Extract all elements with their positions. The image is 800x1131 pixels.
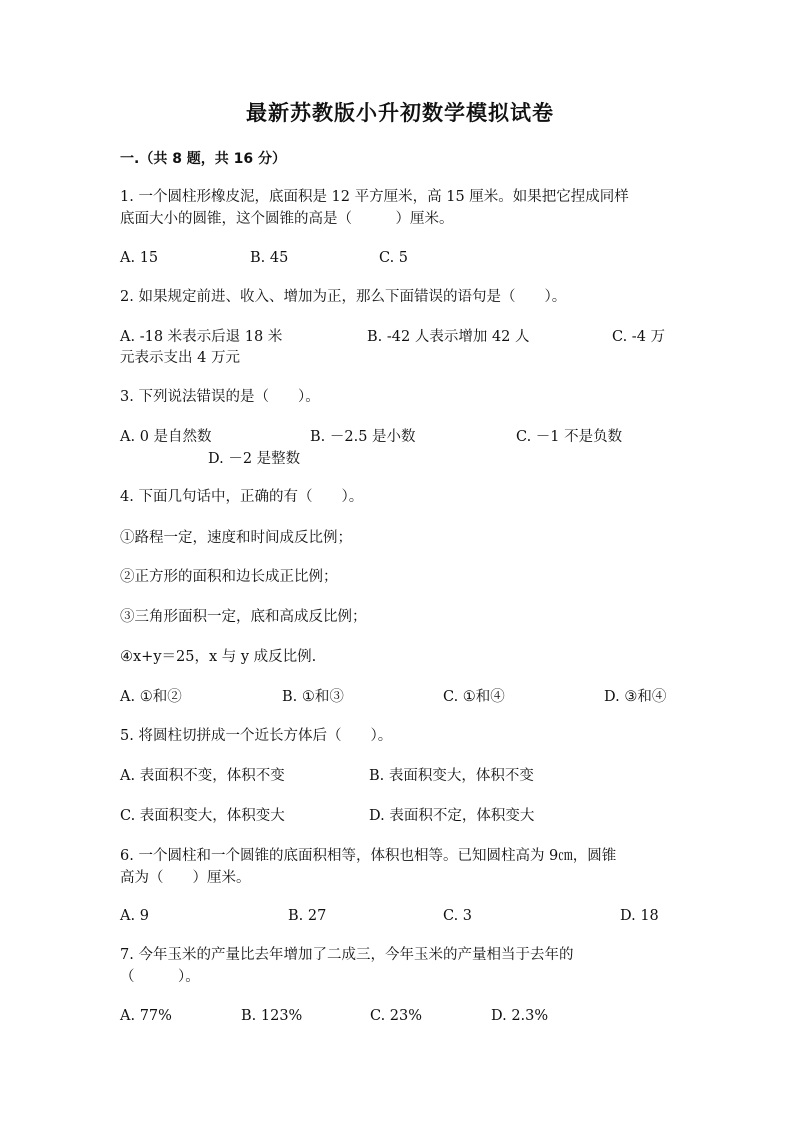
q4-statement-4: ④x+y＝25，x 与 y 成反比例. (120, 649, 317, 665)
section-heading: 一.（共 8 题，共 16 分） (120, 151, 287, 167)
q5-option-a: A. 表面积不变，体积不变 (120, 768, 285, 784)
q6-option-c: C. 3 (443, 908, 473, 924)
q6-option-d: D. 18 (620, 908, 659, 924)
q2-option-c: C. -4 万 (612, 329, 666, 345)
q3-option-c: C. －1 不是负数 (516, 429, 623, 445)
question-3-text: 3. 下列说法错误的是（ ）。 (120, 389, 320, 405)
q5-option-b: B. 表面积变大，体积不变 (369, 768, 534, 784)
q7-option-b: B. 123% (241, 1008, 303, 1024)
question-1-text: 1. 一个圆柱形橡皮泥，底面积是 12 平方厘米，高 15 厘米。如果把它捏成同样 (120, 189, 629, 205)
question-2-text: 2. 如果规定前进、收入、增加为正，那么下面错误的语句是（ ）。 (120, 289, 567, 305)
question-4-text: 4. 下面几句话中，正确的有（ ）。 (120, 489, 364, 505)
question-7-text: 7. 今年玉米的产量比去年增加了二成三，今年玉米的产量相当于去年的 (120, 947, 574, 963)
q2-option-c-wrap: 元表示支出 4 万元 (120, 350, 240, 366)
question-7-text-cont: （ ）。 (120, 969, 200, 985)
question-6-text: 6. 一个圆柱和一个圆锥的底面积相等，体积也相等。已知圆柱高为 9㎝，圆锥 (120, 848, 617, 864)
q7-option-c: C. 23% (370, 1008, 423, 1024)
q2-option-a: A. -18 米表示后退 18 米 (120, 329, 283, 345)
q7-option-a: A. 77% (120, 1008, 172, 1024)
q4-statement-1: ①路程一定，速度和时间成反比例； (120, 530, 352, 546)
question-1-text-cont: 底面大小的圆锥，这个圆锥的高是（ ）厘米。 (120, 211, 454, 227)
q7-option-d: D. 2.3% (491, 1008, 549, 1024)
q5-option-d: D. 表面积不定，体积变大 (369, 808, 535, 824)
question-5-text: 5. 将圆柱切拼成一个近长方体后（ ）。 (120, 728, 393, 744)
q1-option-b: B. 45 (250, 250, 289, 266)
q3-option-d: D. －2 是整数 (208, 451, 301, 467)
q4-option-c: C. ①和④ (443, 689, 505, 705)
q4-option-d: D. ③和④ (604, 689, 667, 705)
q4-option-b: B. ①和③ (282, 689, 344, 705)
q6-option-a: A. 9 (120, 908, 149, 924)
q6-option-b: B. 27 (288, 908, 327, 924)
q4-statement-3: ③三角形面积一定，底和高成反比例； (120, 609, 367, 625)
q3-option-b: B. －2.5 是小数 (310, 429, 416, 445)
q4-statement-2: ②正方形的面积和边长成正比例； (120, 569, 338, 585)
q1-option-c: C. 5 (379, 250, 409, 266)
page-title: 最新苏教版小升初数学模拟试卷 (246, 100, 554, 125)
q5-option-c: C. 表面积变大，体积变大 (120, 808, 285, 824)
q3-option-a: A. 0 是自然数 (120, 429, 212, 445)
q1-option-a: A. 15 (120, 250, 159, 266)
q4-option-a: A. ①和② (120, 689, 182, 705)
question-6-text-cont: 高为（ ）厘米。 (120, 870, 251, 886)
q2-option-b: B. -42 人表示增加 42 人 (367, 329, 530, 345)
